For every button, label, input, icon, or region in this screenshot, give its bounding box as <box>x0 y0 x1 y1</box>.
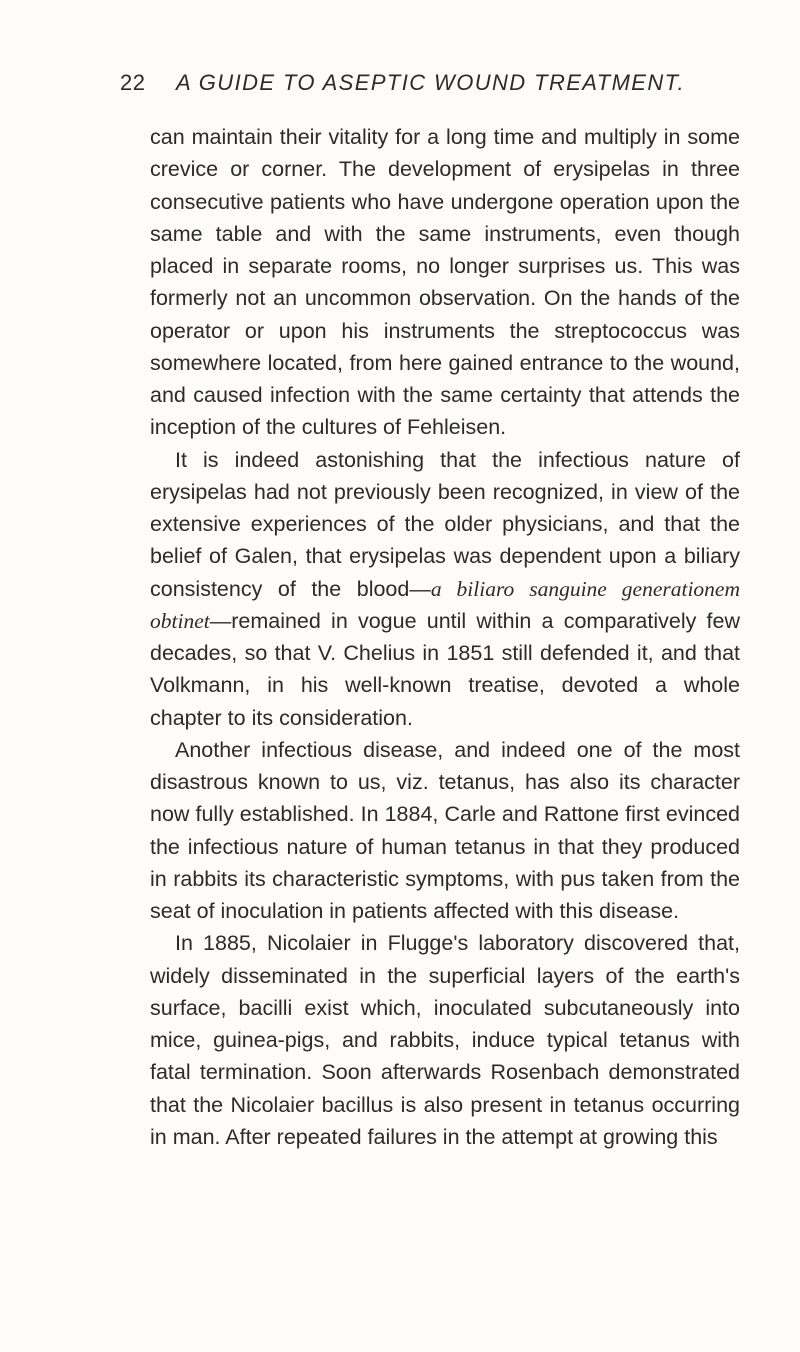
paragraph-4 <box>150 927 740 1153</box>
paragraph-text: It is indeed astonishing that the infectious nature of erysipelas had not previously been recognized, in view of the extensive experiences of the older physicians, and that the belief of Galen, that erysipelas was dependent upon a biliary consistency of the blood— <box>150 447 740 601</box>
paragraph-text: In 1885, Nicolaier in Flugge's laboratory discovered that, widely disseminated in the superficial layers of the earth's surface, bacilli exist which, inoculated subcutaneously into mice, guinea-pigs, and rabbits, induce typical tetanus with fatal termination. Soon afterwards Rosenbach demonstrated that the Nicolaier bacillus is also present in tetanus occurring in man. After repeated failures in the attempt at growing this <box>150 931 740 1149</box>
paragraph-3 <box>150 734 740 928</box>
paragraph-text: Another infectious disease, and indeed one of the most disastrous known to us, viz. tetanus, has also its character now fully established. In 1884, Carle and Rattone first evinced the infectious nature of human tetanus in that they produced in rabbits its characteristic symptoms, with pus taken from the seat of inoculation in patients affected with this disease. <box>150 737 740 923</box>
latin-quotation: a biliaro sanguine generationem obtinet <box>150 576 740 633</box>
running-title: A GUIDE TO ASEPTIC WOUND TREATMENT. <box>176 70 686 95</box>
paragraph-text: —remained in vogue until within a comparatively few decades, so that V. Chelius in 1851 still defended it, and that Volkmann, in his well-known treatise, devoted a whole chapter to its consideration. <box>150 608 740 730</box>
page-number: 22 <box>120 70 146 95</box>
paragraph-text: can maintain their vitality for a long time and multiply in some crevice or corner. The development of erysipelas in three consecutive patients who have undergone operation upon the same table and with the same instruments, even though placed in separate rooms, no longer surprises us. This was formerly not an uncommon observation. On the hands of the operator or upon his instruments the streptococcus was somewhere located, from here gained entrance to the wound, and caused infection with the same certainty that attends the inception of the cultures of Fehleisen. <box>150 125 740 440</box>
paragraph-1 <box>150 121 740 444</box>
body-text <box>150 121 740 1153</box>
paragraph-2 <box>150 444 740 734</box>
running-head <box>120 68 740 98</box>
